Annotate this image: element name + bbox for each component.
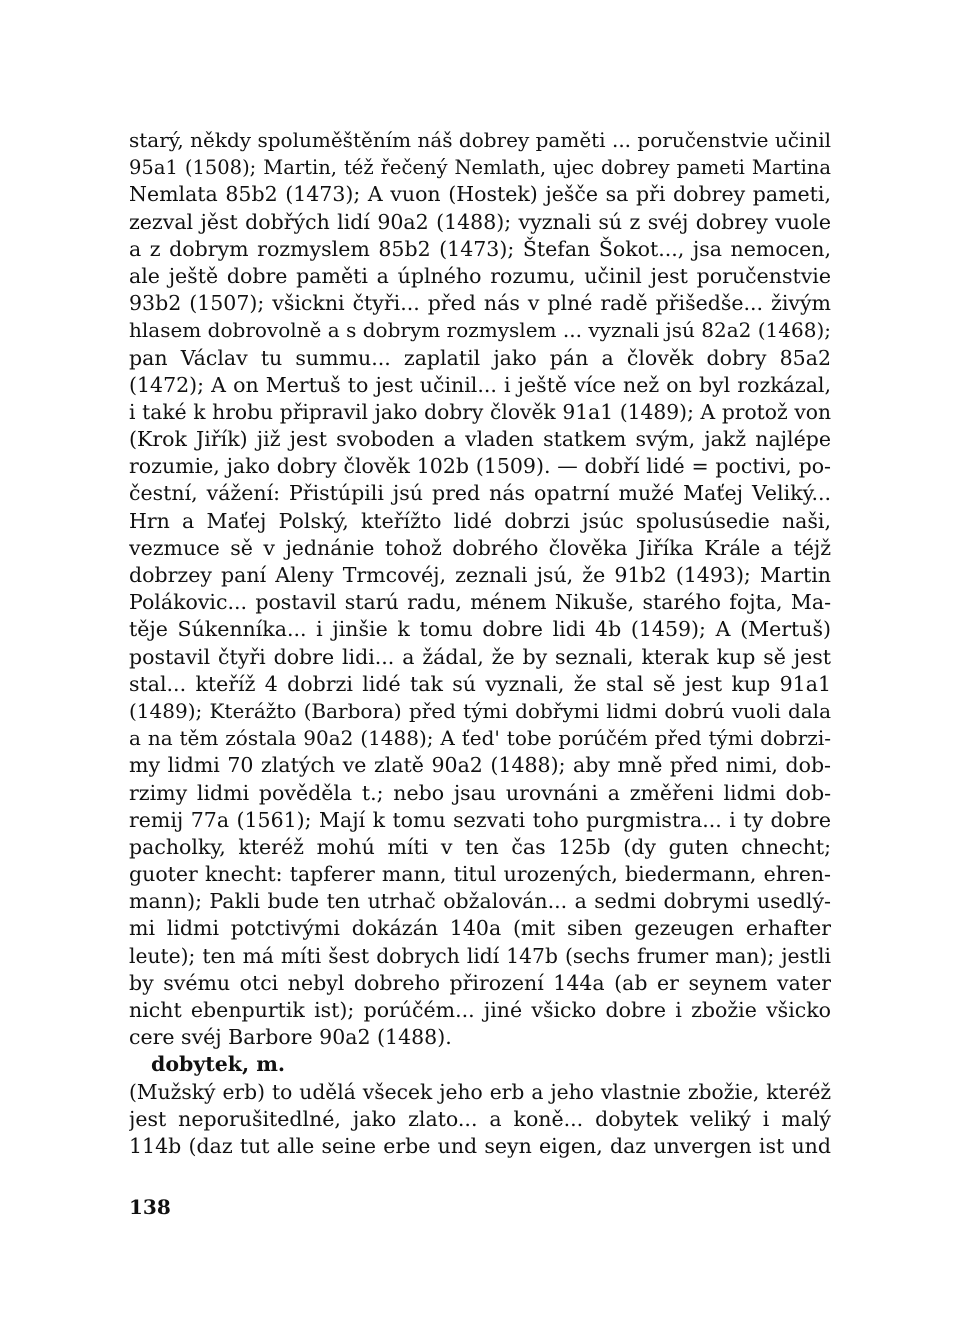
text-line: 95a1 (1508); Martin, též řečený Nemlath, ujec dobrey pameti Martina xyxy=(129,156,831,180)
text-line: mann); Pakli bude ten utrhač obžalován... a sedmi dobrymi usedlý- xyxy=(129,889,831,914)
text-line: stal... kteříž 4 dobrzi lidé tak sú vyznali, že stal sě jest kup 91a1 xyxy=(129,671,831,696)
text-line: Hrn a Maťej Polský, kteřížto lidé dobrzi jsúc spolusúsedie naši, xyxy=(129,508,831,533)
text-line: (Krok Jiřík) již jest svoboden a vladen statkem svým, jakž najlépe xyxy=(129,427,831,452)
entry-heading xyxy=(129,1051,831,1078)
text-line: starý, někdy spoluměštěním náš dobrey paměti ... poručenstvie učinil xyxy=(129,128,831,152)
text-line: cere svéj Barbore 90a2 (1488). xyxy=(129,1025,452,1050)
text-line: rzimy lidmi pověděla t.; nebo jsau urovnáni a změřeni lidmi dob- xyxy=(129,780,831,805)
text-line: jest neporušitedlné, jako zlato... a koně... dobytek veliký i malý xyxy=(129,1106,831,1131)
text-line: vezmuce sě v jednánie tohož dobrého člověka Jiříka Krále a téjž xyxy=(129,535,831,560)
text-line: guoter knecht: tapferer mann, titul urozených, biedermann, ehren- xyxy=(129,862,831,887)
text-line: pan Václav tu summu... zaplatil jako pán a člověk dobry 85a2 xyxy=(129,345,831,370)
page-number: 138 xyxy=(129,1195,171,1219)
text-line: dobrzey paní Aleny Trmcovéj, zeznali jsú, že 91b2 (1493); Martin xyxy=(129,563,831,587)
text-line: Polákovic... postavil starú radu, ménem Nikuše, starého fojta, Ma- xyxy=(129,590,831,615)
text-line: remij 77a (1561); Mají k tomu sezvati toho purgmistra... i ty dobre xyxy=(129,807,831,832)
text-line: pacholky, kteréž mohú míti v ten čas 125b (dy guten chnecht; xyxy=(129,834,831,859)
text-line: 93b2 (1507); všickni čtyři... před nás v plné radě přišedše... živým xyxy=(129,291,831,316)
body-text xyxy=(129,127,831,1160)
text-line: 114b (daz tut alle seine erbe und seyn eigen, daz unvergen ist und xyxy=(129,1133,831,1158)
text-line: a na těm zóstala 90a2 (1488); A ťed' tobe porúčém před tými dobrzi- xyxy=(129,726,831,751)
text-line: těje Súkenníka... i jinšie k tomu dobre lidi 4b (1459); A (Mertuš) xyxy=(129,617,831,642)
text-line: čestní, vážení: Přistúpili jsú pred nás opatrní mužé Maťej Veliký... xyxy=(129,481,831,506)
text-line: rozumie, jako dobry člověk 102b (1509). — dobří lidé = poctivi, po- xyxy=(129,454,831,479)
headword: dobytek, m. xyxy=(151,1052,286,1077)
text-line: i také k hrobu připravil jako dobry člověk 91a1 (1489); A protož von xyxy=(129,399,831,424)
text-line: zezval jěst dobřých lidí 90a2 (1488); vyznali sú z svéj dobrey vuole xyxy=(129,209,831,234)
text-line: hlasem dobrovolně a s dobrym rozmyslem ... vyznali jsú 82a2 (1468); xyxy=(129,318,831,343)
text-line: leute); ten má míti šest dobrych lidí 147b (sechs frumer man); jestli xyxy=(129,943,831,968)
text-line: a z dobrym rozmyslem 85b2 (1473); Štefan Šokot..., jsa nemocen, xyxy=(129,236,831,261)
text-line: (1489); Kterážto (Barbora) před tými dobřymi lidmi dobrú vuoli dala xyxy=(129,698,831,723)
text-line: (1472); A on Mertuš to jest učinil... i ještě více než on byl rozkázal, xyxy=(129,372,831,397)
text-line: mi lidmi potctivými dokázán 140a (mit siben gezeugen erhafter xyxy=(129,916,831,941)
text-line: Nemlata 85b2 (1473); A vuon (Hostek) ješče sa při dobrey pameti, xyxy=(129,182,831,207)
text-line: postavil čtyři dobre lidi... a žádal, že by seznali, kterak kup sě jest xyxy=(129,644,831,669)
text-line: (Mužský erb) to udělá všecek jeho erb a jeho vlastnie zbožie, kteréž xyxy=(129,1079,831,1104)
text-line: by svému otci nebyl dobreho přirození 144a (ab er seynem vater xyxy=(129,970,831,995)
text-line: nicht ebenpurtik ist); porúčém... jiné všicko dobre i zbožie všicko xyxy=(129,998,831,1022)
text-line: ale ještě dobre paměti a úplného rozumu, učinil jest poručenstvie xyxy=(129,263,831,288)
text-line: my lidmi 70 zlatých ve zlatě 90a2 (1488); aby mně před nimi, dob- xyxy=(129,753,831,778)
